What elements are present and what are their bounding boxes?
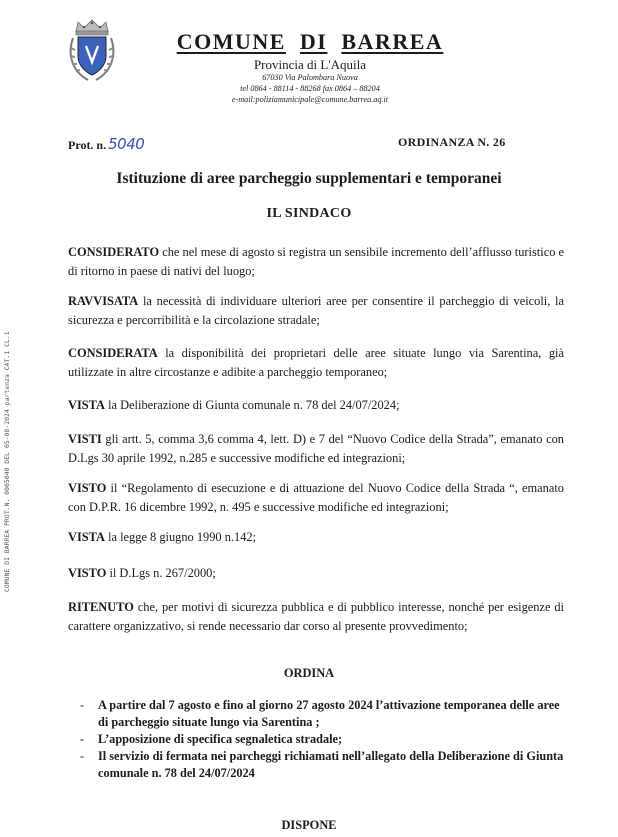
handwritten-protocol-number: 5040 [108,135,145,153]
recital-visto-dlgs: VISTO il D.Lgs n. 267/2000; [68,566,216,580]
recital-ravvisata: RAVVISATA la necessità di individuare ulteriori aree per consentire il parcheggio di veicoli, la sicurezza e percorribilità e la circolazione stradale; [68,294,564,327]
order-item: - L’apposizione di specifica segnaletica stradale; [76,731,568,748]
recital-ritenuto: RITENUTO che, per motivi di sicurezza pubblica e di pubblico interesse, nonché per esigenze di carattere organizzativo, si rende necessario dar corso al presente provvedimento; [68,600,564,633]
recital-considerata: CONSIDERATA la disponibilità dei proprietari delle aree situate lungo via Sarentina, già utilizzate in altre circostanze e adibite a parcheggio temporaneo; [68,346,564,379]
recital-vista-delibera: VISTA la Deliberazione di Giunta comunale n. 78 del 24/07/2024; [68,398,400,412]
phone-fax-line: tel 0864 - 88114 - 88268 fax 0864 – 88204 [240,84,380,93]
recital-considerato: CONSIDERATO che nel mese di agosto si registra un sensibile incremento dell’afflusso turistico e di ritorno in paese di nativi del luogo; [68,245,564,278]
ordinance-number: ORDINANZA N. 26 [398,135,506,149]
letterhead [150,30,470,105]
order-item: - Il servizio di fermata nei parcheggi richiamati nell’allegato della Deliberazione di Giunta comunale n. 78 del 24/07/2024 [76,748,568,782]
orders-list [76,697,568,782]
recital-visti: VISTI gli artt. 5, comma 3,6 comma 4, lett. D) e 7 del “Nuovo Codice della Strada”, emanato con D.Lgs 30 aprile 1992, n.285 e successive modifiche ed integrazioni; [68,432,564,465]
recital-vista-legge: VISTA la legge 8 giugno 1990 n.142; [68,530,257,544]
municipal-crest-icon [68,18,116,82]
dispone-heading: DISPONE [281,818,337,832]
recital-visto-regolamento: VISTO il “Regolamento di esecuzione e di attuazione del Nuovo Codice della Strada “, emanato con D.P.R. 16 dicembre 1992, n. 495 e successive modifiche ed integrazioni; [68,481,564,514]
protocol-stamp-text: COMUNE DI BARREA PROT.N. 0005040 DEL 05-08-2024 partenza CAT.1 CL.1 [4,331,11,592]
email-line: e-mail:poliziamunicipale@comune.barrea.aq.it [231,95,389,104]
mayor-heading: IL SINDACO [266,206,352,221]
ordina-heading: ORDINA [283,666,335,680]
municipality-title: COMUNE DI BARREA [176,29,444,54]
province-line: Provincia di L'Aquila [253,57,367,72]
ordinance-subject: Istituzione di aree parcheggio supplementari e temporanei [116,170,502,187]
order-item: - A partire dal 7 agosto e fino al giorno 27 agosto 2024 l’attivazione temporanea delle aree di parcheggio situate lungo via Sarentina ; [76,697,568,731]
protocol-side-stamp [4,272,16,592]
address-line: 67030 Via Palombara Nuova [262,73,358,82]
protocol-number: Prot. n. 5040 [68,135,145,153]
